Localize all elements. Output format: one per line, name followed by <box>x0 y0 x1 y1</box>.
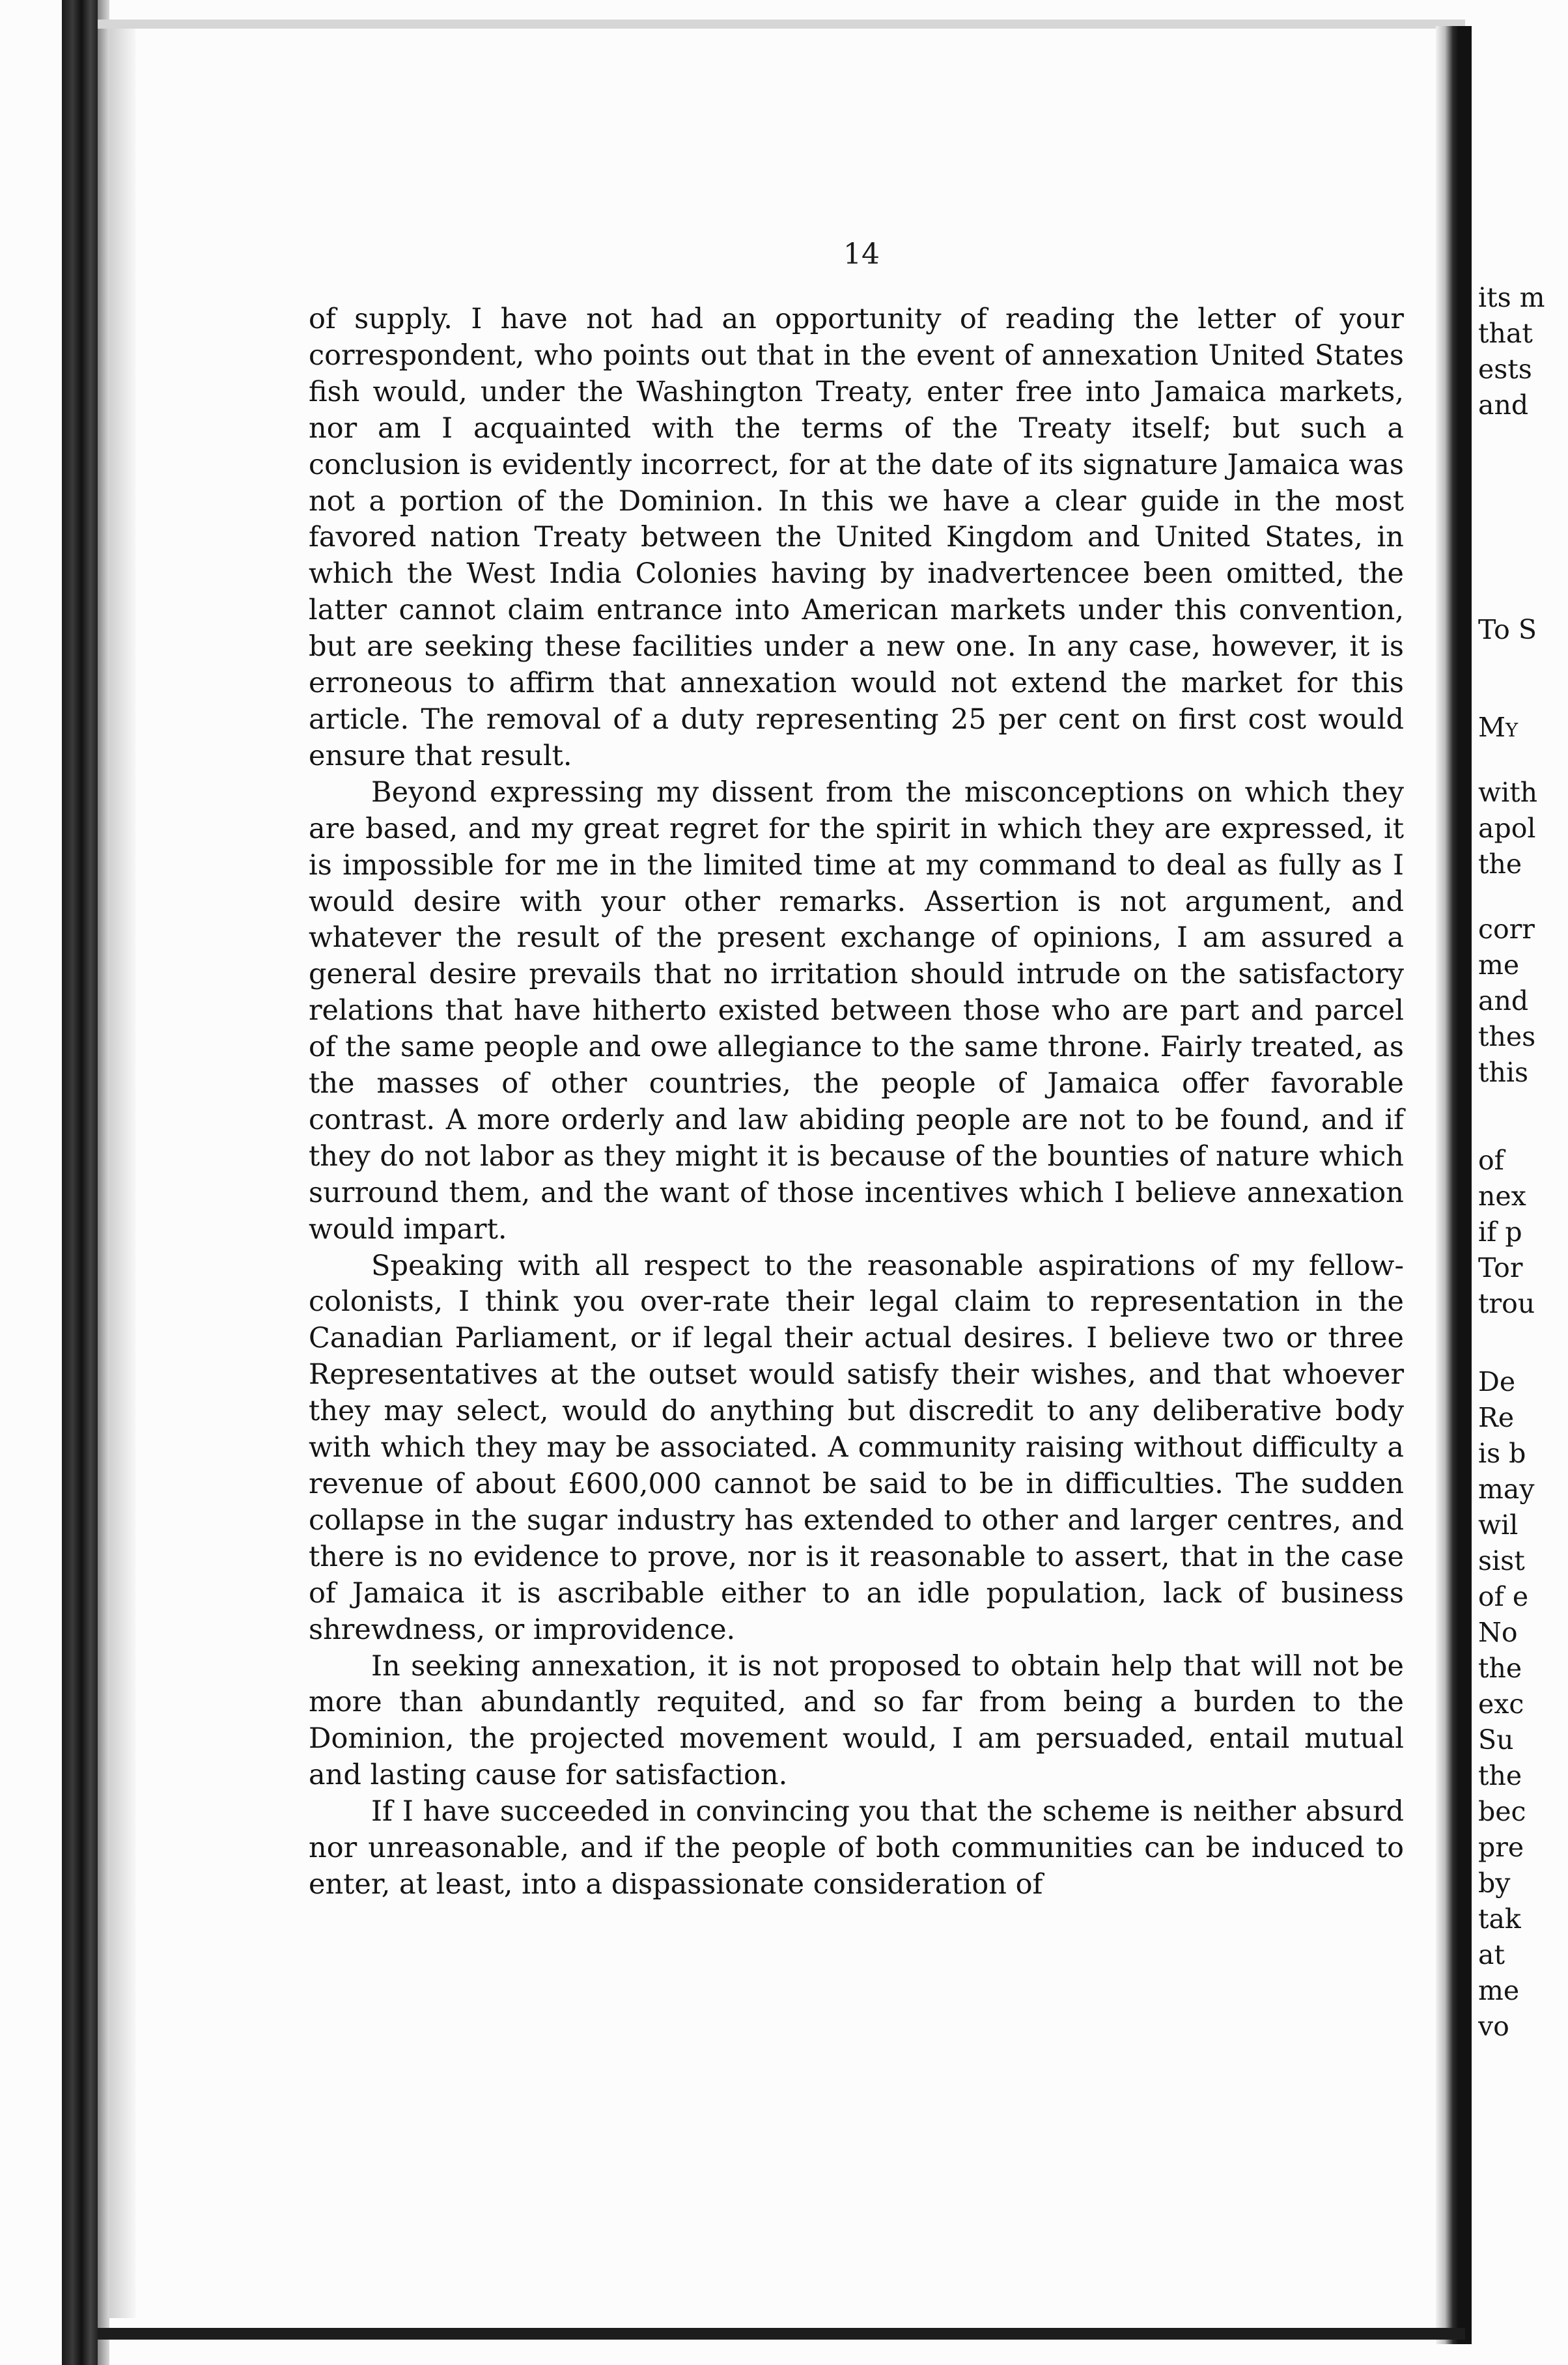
facing-page-fragment <box>1478 260 1568 2344</box>
facing-line: the <box>1478 1760 1522 1791</box>
facing-line: and <box>1478 985 1529 1016</box>
facing-line: Re <box>1478 1402 1515 1433</box>
paragraph: of supply. I have not had an opportunity of reading the letter of your correspondent, who points out that in the event of annexation United States fish would, under the Washington Treaty, enter free into Jamaica markets, nor am I acquainted with the terms of the Treaty itself; but such a conclusion is evidently incorrect, for at the date of its signature Jamaica was not a portion of the Dominion. In this we have a clear guide in the most favored nation Treaty between the United Kingdom and United States, in which the West India Colonies having by inadvertencee been omitted, the latter cannot claim entrance into American markets under this convention, but are seeking these facilities under a new one. In any case, however, it is erroneous to affirm that annexation would not extend the market for this article. The removal of a duty representing 25 per cent on first cost would ensure that result. <box>309 303 1404 772</box>
facing-line: De <box>1478 1366 1516 1397</box>
facing-line: its m <box>1478 282 1545 313</box>
facing-line: pre <box>1478 1832 1524 1863</box>
facing-line: No <box>1478 1617 1518 1648</box>
facing-line: of e <box>1478 1581 1529 1612</box>
facing-line: My <box>1478 712 1519 743</box>
facing-line: trou <box>1478 1288 1535 1319</box>
facing-line: sist <box>1478 1545 1525 1576</box>
facing-line: and <box>1478 389 1529 421</box>
paragraph: Beyond expressing my dissent from the misconceptions on which they are based, and my great regret for the spirit in which they are expressed, it is impossible for me in the limited time at my command to deal as fully as I would desire with your other remarks. Assertion is not argument, and whatever the result of the present exchange of opinions, I am assured a general desire prevails that no irritation should intrude on the satisfactory relations that have hitherto existed between those who are part and parcel of the same people and owe allegiance to the same throne. Fairly treated, as the masses of other countries, the people of Jamaica offer favorable contrast. A more orderly and law abiding people are not to be found, and if they do not labor as they might it is because of the bounties of nature which surround them, and the want of those incentives which I believe annexation would impart. <box>309 776 1404 1246</box>
paragraph: If I have succeeded in convincing you that the scheme is neither absurd nor unreasonable, and if the people of both communities can be induced to enter, at least, into a dispassionate consideration of <box>309 1795 1404 1901</box>
paragraph: In seeking annexation, it is not proposed to obtain help that will not be more than abundantly requited, and so far from being a burden to the Dominion, the projected movement would, I am persuaded, entail mutual and lasting cause for satisfaction. <box>309 1649 1404 1792</box>
facing-line: of <box>1478 1145 1504 1176</box>
facing-line: Tor <box>1478 1252 1523 1283</box>
spine-edge <box>98 0 109 2365</box>
facing-line: at <box>1478 1939 1505 1970</box>
body-text <box>309 301 1404 1903</box>
facing-line: the <box>1478 848 1522 880</box>
facing-line: wil <box>1478 1509 1519 1541</box>
page-number: 14 <box>843 238 880 271</box>
facing-line: this <box>1478 1057 1529 1088</box>
facing-line: that <box>1478 318 1533 349</box>
facing-line: the <box>1478 1653 1522 1684</box>
facing-line: with <box>1478 777 1538 808</box>
facing-line: ests <box>1478 354 1532 385</box>
facing-line: is b <box>1478 1438 1526 1469</box>
facing-line: bec <box>1478 1796 1526 1827</box>
facing-line: To S <box>1478 614 1537 645</box>
facing-line: vo <box>1478 2011 1509 2042</box>
page-top-edge <box>98 20 1465 29</box>
page-right-edge <box>1459 26 1472 2344</box>
page-bottom-edge <box>98 2328 1465 2340</box>
paragraph: Speaking with all respect to the reasonable aspirations of my fellow-colonists, I think you over-rate their legal claim to representation in the Canadian Parliament, or if legal their actual desires. I believe two or three Representatives at the outset would satisfy their wishes, and that whoever they may select, would do anything but discredit to any deliberative body with which they may be associated. A community raising without difficulty a revenue of about £600,000 cannot be said to be in difficulties. The sudden collapse in the sugar industry has extended to other and larger centres, and there is no evidence to prove, nor is it reasonable to assert, that in the case of Jamaica it is ascribable either to an idle population, lack of business shrewdness, or improvidence. <box>309 1249 1404 1646</box>
facing-line: tak <box>1478 1903 1521 1935</box>
facing-line: thes <box>1478 1021 1536 1052</box>
binding-gutter <box>1436 26 1459 2344</box>
facing-line: may <box>1478 1474 1535 1505</box>
book-spine <box>62 0 98 2365</box>
facing-line: me <box>1478 1975 1520 2006</box>
facing-line: exc <box>1478 1688 1524 1720</box>
facing-line: corr <box>1478 914 1535 945</box>
facing-line: apol <box>1478 813 1536 844</box>
facing-line: if p <box>1478 1216 1522 1248</box>
facing-line: nex <box>1478 1181 1526 1212</box>
facing-line: by <box>1478 1868 1511 1899</box>
page-left-shadow <box>109 26 135 2318</box>
facing-line: me <box>1478 949 1520 981</box>
facing-line: Su <box>1478 1724 1514 1756</box>
